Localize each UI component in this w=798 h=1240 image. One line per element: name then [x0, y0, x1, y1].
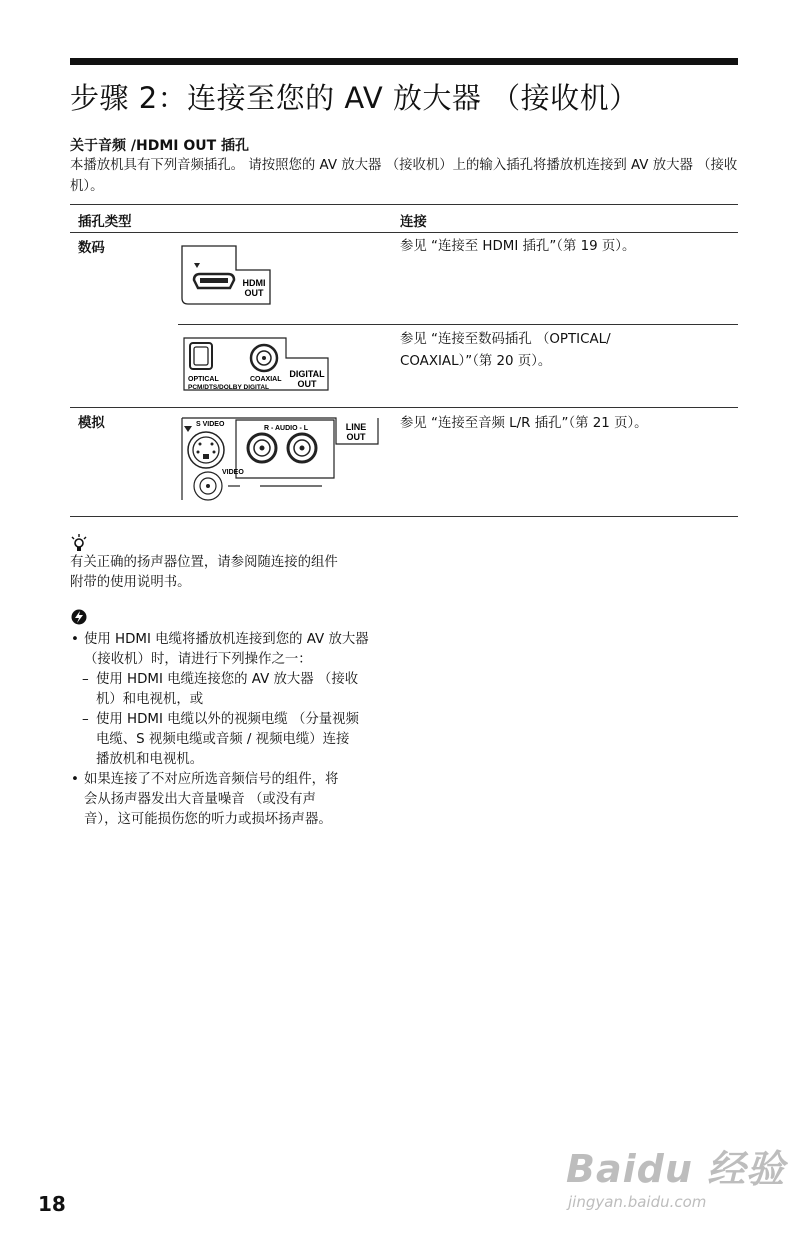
note-dash-2	[70, 710, 400, 770]
row-connect-hdmi: 参见 “连接至 HDMI 插孔”（第 19 页）。	[400, 239, 636, 254]
analog-jack-diagram	[176, 414, 382, 508]
top-rule	[70, 58, 738, 65]
dash-2-line-2: 电缆、S 视频电缆或音频 / 视频电缆）连接	[96, 732, 350, 747]
line-label: LINE	[345, 422, 367, 432]
lightbulb-icon	[70, 534, 88, 552]
dash-1-line-1: – 使用 HDMI 电缆连接您的 AV 放大器 （接收	[96, 672, 359, 687]
svideo-label: S VIDEO	[196, 421, 225, 428]
row-type-digital: 数码	[78, 241, 105, 256]
row-divider-1	[178, 324, 738, 325]
hdmi-label: HDMI	[242, 278, 266, 288]
section-subheading: 关于音频 /HDMI OUT 插孔	[70, 138, 250, 154]
note-2-line-3: 音），这可能损伤您的听力或损坏扬声器。	[84, 812, 332, 827]
note-dash-1	[70, 670, 400, 710]
note-2-line-1: • 如果连接了不对应所选音频信号的组件，将	[84, 772, 339, 787]
dash-2-line-1: – 使用 HDMI 电缆以外的视频电缆 （分量视频	[96, 712, 359, 727]
hdmi-out-label: OUT	[244, 288, 264, 298]
header-jack-type: 插孔类型	[78, 215, 132, 230]
note-bullet-2	[70, 770, 400, 830]
warning-icon	[71, 609, 87, 625]
dash-1-line-2: 机）和电视机，或	[96, 692, 204, 707]
watermark	[566, 1138, 785, 1211]
pcm-label: PCM/DTS/DOLBY DIGITAL	[188, 384, 270, 391]
header-connection: 连接	[400, 215, 427, 230]
notes-list	[70, 630, 400, 830]
intro-paragraph: 本播放机具有下列音频插孔。 请按照您的 AV 放大器 （接收机）上的输入插孔将播放机连接到 AV 放大器 （接收机）。	[70, 158, 738, 194]
note-bullet-1	[70, 630, 400, 670]
row-connect-analog: 参见 “连接至音频 L/R 插孔”（第 21 页）。	[400, 416, 648, 431]
digital-jack-diagram	[176, 328, 332, 394]
table-bottom-rule	[70, 516, 738, 517]
tip-line-2: 附带的使用说明书。	[70, 575, 191, 590]
audio-label: R - AUDIO - L	[263, 425, 309, 432]
row-connect-digital-line1: 参见 “连接至数码插孔 （OPTICAL/	[400, 332, 611, 347]
watermark-brand: Baidu 经验	[566, 1147, 786, 1191]
optical-label: OPTICAL	[188, 376, 219, 383]
tip-text	[70, 553, 390, 593]
row-connect-digital-line2: COAXIAL）”（第 20 页）。	[400, 354, 552, 369]
line-out-label: OUT	[346, 432, 366, 442]
hdmi-jack-diagram	[178, 244, 278, 310]
video-label: VIDEO	[222, 469, 244, 476]
dash-2-line-3: 播放机和电视机。	[96, 752, 204, 767]
digital-label: DIGITAL	[289, 369, 325, 379]
table-header-rule	[70, 232, 738, 233]
row-divider-2	[70, 407, 738, 408]
note-1-line-2: （接收机）时，请进行下列操作之一：	[84, 652, 312, 667]
digital-out-label: OUT	[297, 379, 317, 389]
row-type-analog: 模拟	[78, 416, 105, 431]
note-1-line-1: • 使用 HDMI 电缆将播放机连接到您的 AV 放大器	[84, 632, 369, 647]
table-top-rule	[70, 204, 738, 205]
page-number: 18	[38, 1192, 66, 1216]
coaxial-label: COAXIAL	[250, 376, 282, 383]
watermark-url: jingyan.baidu.com	[568, 1193, 707, 1211]
tip-line-1: 有关正确的扬声器位置，请参阅随连接的组件	[70, 555, 338, 570]
page-title: 步骤 2：连接至您的 AV 放大器 （接收机）	[70, 81, 639, 115]
note-2-line-2: 会从扬声器发出大音量噪音 （或没有声	[84, 792, 316, 807]
